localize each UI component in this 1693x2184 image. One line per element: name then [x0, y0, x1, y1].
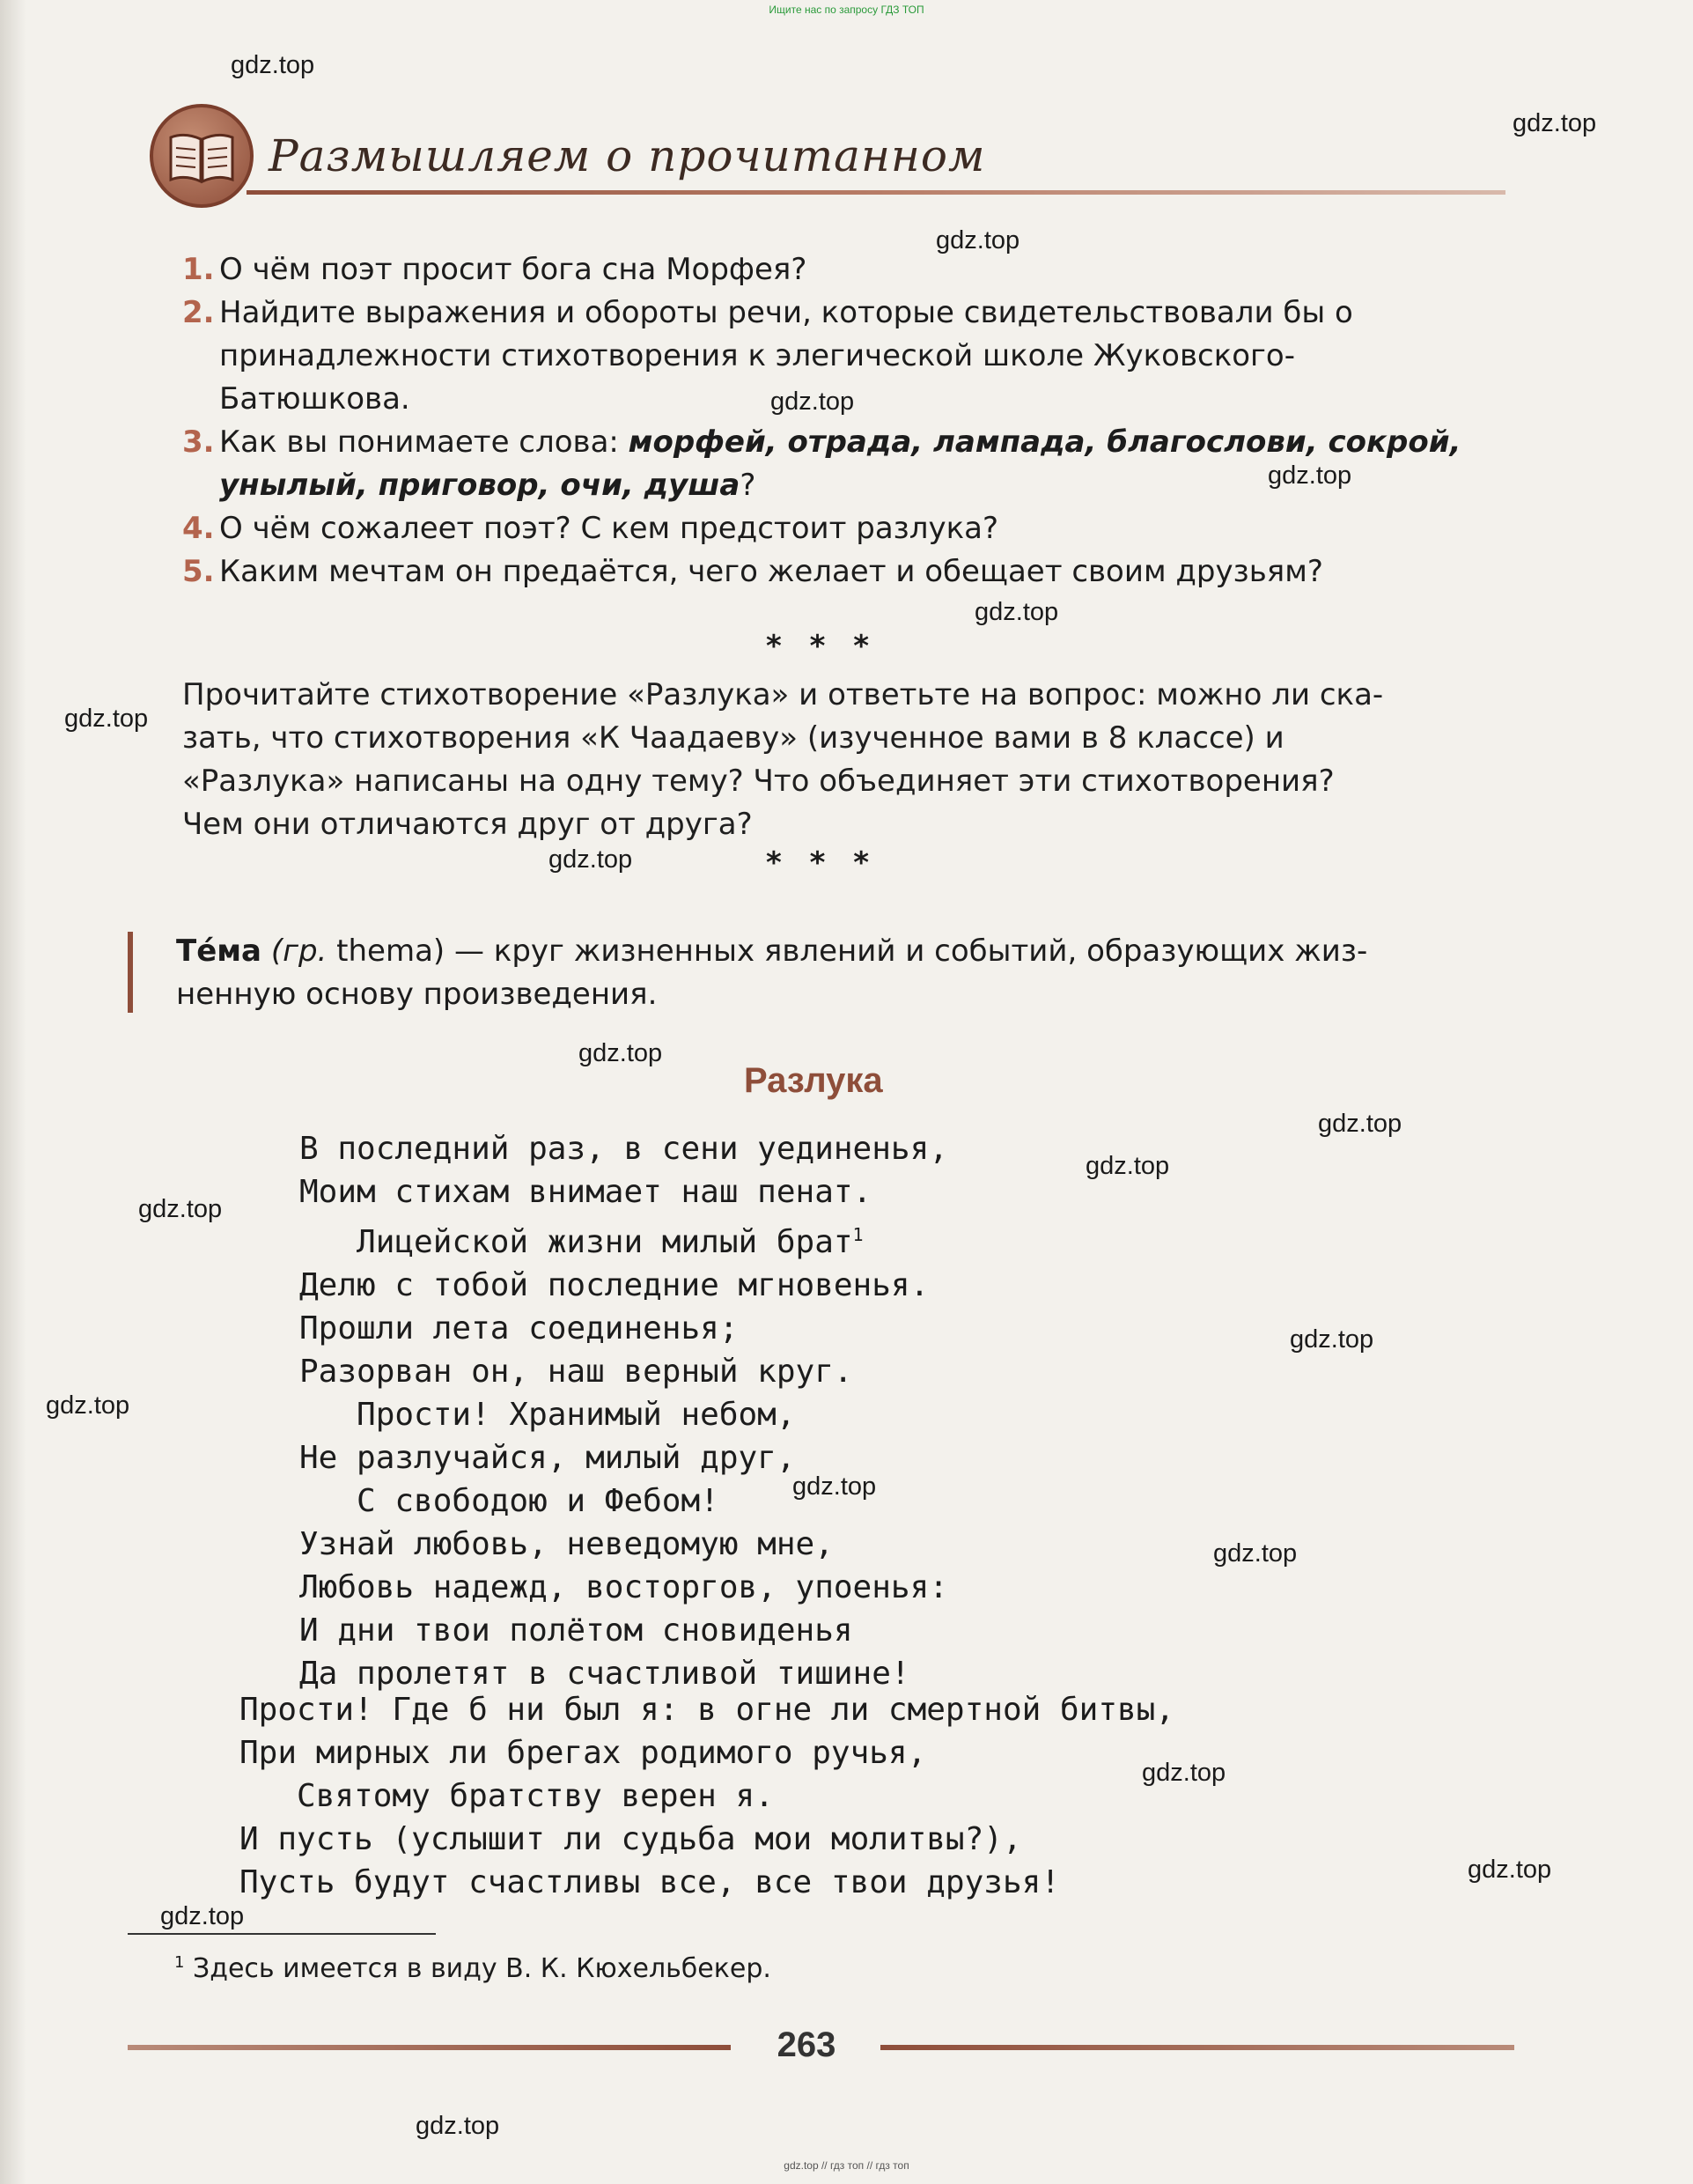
question-number: 5.: [182, 554, 215, 589]
watermark: gdz.top: [1086, 1152, 1170, 1180]
question-text: О чём сожалеет поэт? С кем предстоит разлука?: [219, 511, 998, 546]
question-5: [182, 550, 1512, 594]
footnote-text: Здесь имеется в виду В. К. Кюхельбекер.: [184, 1953, 771, 1984]
question-number: 4.: [182, 511, 215, 546]
watermark: gdz.top: [770, 387, 855, 416]
question-text: О чём поэт просит бога сна Морфея?: [219, 252, 807, 287]
definition-text: — круг жизненных явлений и событий, образующих жиз-: [445, 933, 1368, 969]
footnote-mark: 1: [174, 1953, 185, 1972]
poem-stanza-2: [239, 1688, 1174, 1904]
watermark: gdz.top: [1468, 1856, 1552, 1884]
poem-line: Прошли лета соединенья;: [299, 1310, 739, 1347]
page-number: 263: [777, 2025, 836, 2064]
question-words: морфей, отрада, лампада, благослови, сокрой,: [628, 424, 1461, 460]
question-text: ?: [740, 468, 756, 503]
section-header: [150, 104, 1514, 210]
watermark: gdz.top: [936, 226, 1020, 255]
question-words: унылый, приговор, очи, душа: [219, 468, 740, 503]
definition-origin: (гр.: [270, 933, 328, 969]
watermark: gdz.top: [1268, 461, 1352, 490]
watermark: gdz.top: [792, 1472, 877, 1501]
poem-stanza-1: [299, 1127, 948, 1695]
question-text: Батюшкова.: [219, 381, 410, 417]
task-line: Прочитайте стихотворение «Разлука» и ответьте на вопрос: можно ли ска-: [182, 677, 1384, 712]
question-text: принадлежности стихотворения к элегической школе Жуковского-: [219, 338, 1295, 373]
page-shadow: [0, 0, 26, 2184]
question-number: 3.: [182, 424, 215, 460]
task-line: зать, что стихотворения «К Чаадаеву» (изученное вами в 8 классе) и: [182, 720, 1284, 756]
poem-line: И пусть (услышит ли судьба мои молитвы?),: [239, 1821, 1022, 1857]
question-text: Как вы понимаете слова:: [219, 424, 629, 460]
poem-line: В последний раз, в сени уединенья,: [299, 1131, 948, 1167]
header-rule: [247, 190, 1505, 195]
top-note: Ищите нас по запросу ГДЗ ТОП: [769, 4, 924, 16]
book-icon: [150, 104, 254, 208]
poem-line: Прости! Хранимый небом,: [299, 1397, 796, 1433]
definition-origin-word: thema): [327, 933, 445, 969]
definition: [176, 930, 1514, 1016]
poem-line: Пусть будут счастливы все, все твои друзья!: [239, 1864, 1060, 1900]
poem-line: Святому братству верен я.: [239, 1778, 774, 1814]
question-3: [182, 421, 1512, 507]
definition-term: Те́ма: [176, 933, 261, 969]
watermark: gdz.top: [231, 51, 315, 79]
section-title: Размышляем о прочитанном: [269, 130, 986, 181]
poem-line: Не разлучайся, милый друг,: [299, 1440, 796, 1476]
poem-line: Моим стихам внимает наш пенат.: [299, 1174, 872, 1210]
question-text: Найдите выражения и обороты речи, которые свидетельствовали бы о: [219, 295, 1353, 330]
watermark: gdz.top: [975, 598, 1059, 626]
question-number: 1.: [182, 252, 215, 287]
watermark: gdz.top: [160, 1902, 245, 1930]
watermark: gdz.top: [1290, 1325, 1374, 1354]
task-line: Чем они отличаются друг от друга?: [182, 807, 753, 842]
poem-title: Разлука: [744, 1061, 883, 1100]
definition-text: ненную основу произведения.: [176, 977, 658, 1012]
question-text: Каким мечтам он предаётся, чего желает и обещает своим друзьям?: [219, 554, 1323, 589]
watermark: gdz.top: [1213, 1539, 1298, 1568]
watermark: gdz.top: [46, 1391, 130, 1420]
question-number: 2.: [182, 295, 215, 330]
poem-line: Делю с тобой последние мгновенья.: [299, 1267, 930, 1303]
poem-line: Разорван он, наш верный круг.: [299, 1354, 853, 1390]
section-separator: * * *: [766, 845, 879, 881]
poem-line: С свободою и Фебом!: [299, 1483, 719, 1519]
section-separator: * * *: [766, 629, 879, 664]
question-2: [182, 291, 1512, 421]
definition-bar: [128, 932, 133, 1013]
poem-line: Прости! Где б ни был я: в огне ли смертной битвы,: [239, 1692, 1175, 1728]
task-paragraph: [182, 674, 1512, 846]
watermark: gdz.top: [1142, 1759, 1226, 1787]
watermark: gdz.top: [138, 1195, 223, 1223]
watermark: gdz.top: [578, 1039, 663, 1067]
poem-line: И дни твои полётом сновиденья: [299, 1612, 853, 1649]
watermark: gdz.top: [64, 705, 149, 733]
poem-line: Лицейской жизни милый брат: [299, 1224, 853, 1260]
footer-rule-left: [128, 2045, 731, 2050]
footnote: [174, 1953, 771, 1984]
poem-line: Да пролетят в счастливой тишине!: [299, 1656, 910, 1692]
watermark: gdz.top: [548, 845, 633, 874]
question-1: [182, 248, 1512, 291]
poem-line: Узнай любовь, неведомую мне,: [299, 1526, 834, 1562]
footer-rule-right: [880, 2045, 1514, 2050]
poem-line: При мирных ли брегах родимого ручья,: [239, 1735, 927, 1771]
question-4: [182, 507, 1512, 550]
poem-line: Любовь надежд, восторгов, упоенья:: [299, 1569, 948, 1605]
footnote-rule: [128, 1933, 436, 1935]
watermark: gdz.top: [1318, 1110, 1402, 1138]
bottom-note: gdz.top // гдз топ // гдз топ: [784, 2159, 909, 2172]
watermark: gdz.top: [416, 2112, 500, 2140]
footnote-mark: 1: [852, 1224, 864, 1245]
task-line: «Разлука» написаны на одну тему? Что объединяет эти стихотворения?: [182, 764, 1335, 799]
watermark: gdz.top: [1513, 109, 1597, 137]
